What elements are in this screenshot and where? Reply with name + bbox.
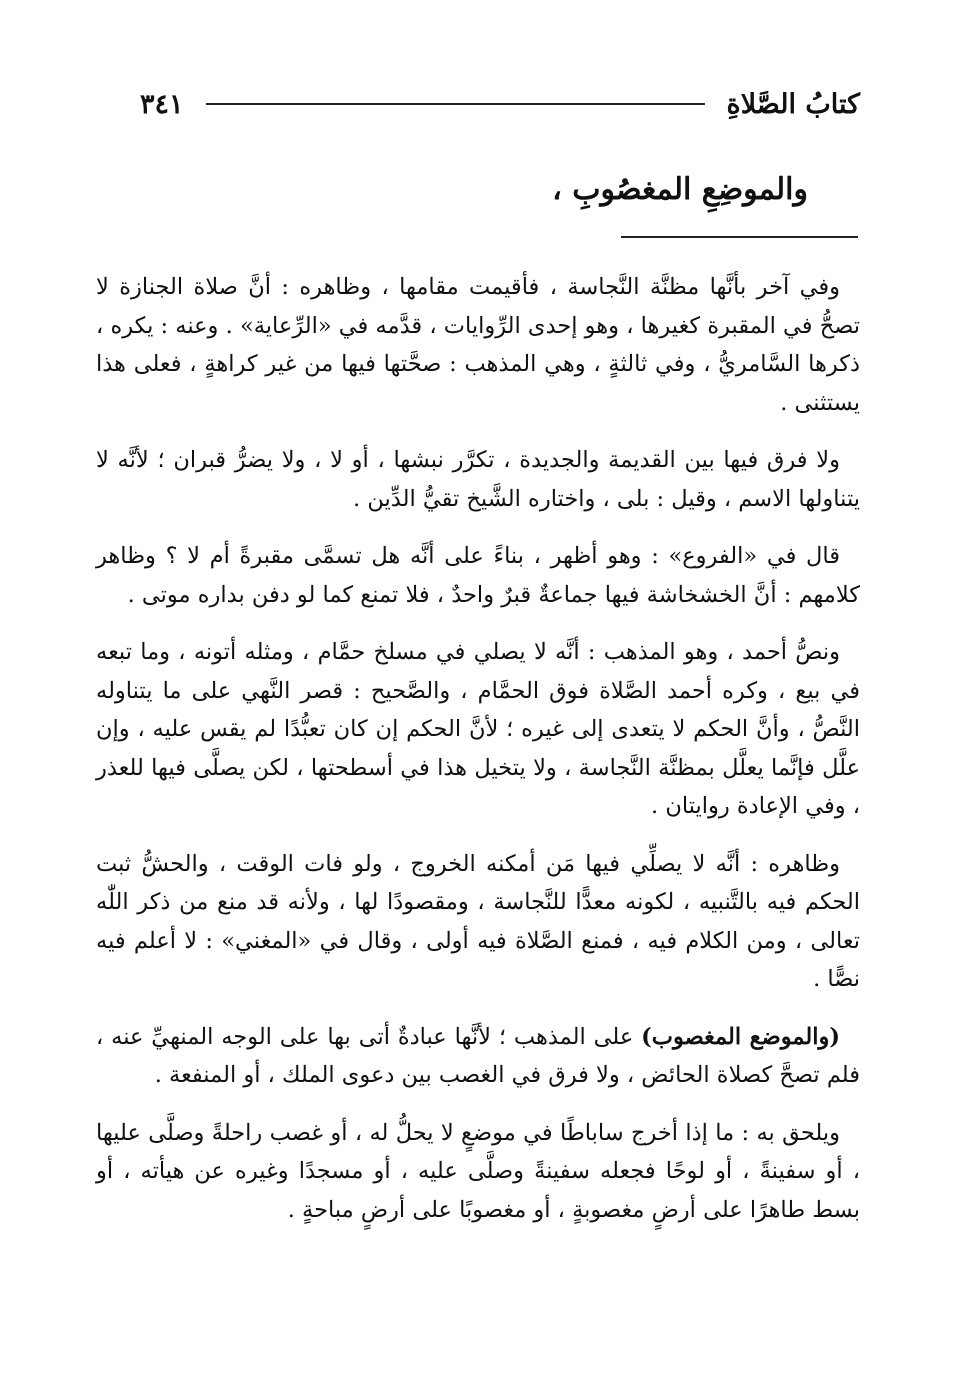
- paragraph: [96, 537, 860, 614]
- paragraph: [96, 633, 860, 826]
- header-rule: [206, 103, 705, 105]
- paragraph-text: وفي آخر بأنَّها مظنَّة النَّجاسة ، فأقيمت مقامها ، وظاهره : أنَّ صلاة الجنازة لا تصحُّ في المقبرة كغيرها ، وهو إحدى الرِّوايات ، قدَّمه في «الرِّعاية» . وعنه : يكره ، ذكرها السَّامريُّ ، وفي ثالثةٍ ، وهي المذهب : صحَّتها فيها من غير كراهةٍ ، فعلى هذا يستثنى .: [96, 274, 860, 416]
- matn-separator-rule: [621, 236, 858, 238]
- paragraph: [96, 845, 860, 999]
- paragraph-text: ونصُّ أحمد ، وهو المذهب : أنَّه لا يصلي في مسلخ حمَّام ، ومثله أتونه ، وما تبعه في بيع ، وكره أحمد الصَّلاة فوق الحمَّام ، والصَّحيح : قصر النَّهي على ما يتناوله النَّصُّ ، وأنَّ الحكم لا يتعدى إلى غيره ؛ لأنَّ الحكم إن كان تعبُّدًا لم يقس عليه ، وإن علَّل فإنَّما يعلَّل بمظنَّة النَّجاسة ، ولا يتخيل هذا في أسطحتها ، لكن يصلَّى فيها للعذر ، وفي الإعادة روايتان .: [96, 639, 860, 819]
- paragraph: [96, 268, 860, 422]
- page-number: ٣٤١: [140, 88, 184, 120]
- paragraph: [96, 1018, 860, 1095]
- paragraph-text: ويلحق به : ما إذا أخرج ساباطًا في موضعٍ لا يحلُّ له ، أو غصب راحلةً وصلَّى عليها ، أو سفينةً ، أو لوحًا فجعله سفينةً وصلَّى عليه ، أو مسجدًا وغيره عن هيأته ، أو بسط طاهرًا على أرضٍ مغصوبةٍ ، أو مغصوبًا على أرضٍ مباحةٍ .: [96, 1119, 860, 1223]
- commentary-body: [96, 268, 860, 1248]
- paragraph-text: على المذهب ؛ لأنَّها عبادةٌ أتى بها على الوجه المنهيِّ عنه ، فلم تصحَّ كصلاة الحائض ، ولا فرق في الغصب بين دعوى الملك ، أو المنفعة .: [96, 1023, 860, 1088]
- running-header: [140, 84, 860, 124]
- paragraph-text: قال في «الفروع» : وهو أظهر ، بناءً على أنَّه هل تسمَّى مقبرةً أم لا ؟ وظاهر كلامهم : أنَّ الخشخاشة فيها جماعةٌ قبرٌ واحدٌ ، فلا تمنع كما لو دفن بداره موتى .: [96, 543, 860, 608]
- paragraph: [96, 1114, 860, 1230]
- chapter-title: كتابُ الصَّلاةِ: [726, 88, 860, 120]
- matn-text: والموضِعِ المغصُوبِ ،: [552, 172, 808, 207]
- paragraph-text: ولا فرق فيها بين القديمة والجديدة ، تكرَّر نبشها ، أو لا ، ولا يضرُّ قبران ؛ لأنَّه لا يتناولها الاسم ، وقيل : بلى ، واختاره الشَّيخ تقيُّ الدِّين .: [96, 447, 860, 512]
- paragraph: [96, 441, 860, 518]
- paragraph-lead: (والموضع المغصوب): [641, 1023, 840, 1050]
- paragraph-text: وظاهره : أنَّه لا يصلِّي فيها مَن أمكنه الخروج ، ولو فات الوقت ، والحشُّ ثبت الحكم فيه بالتَّنبيه ، لكونه معدًّا للنَّجاسة ، ومقصودًا لها ، ولأنه قد منع من ذكر اللّٰه تعالى ، ومن الكلام فيه ، فمنع الصَّلاة فيه أولى ، وقال في «المغني» : لا أعلم فيه نصًّا .: [96, 850, 860, 992]
